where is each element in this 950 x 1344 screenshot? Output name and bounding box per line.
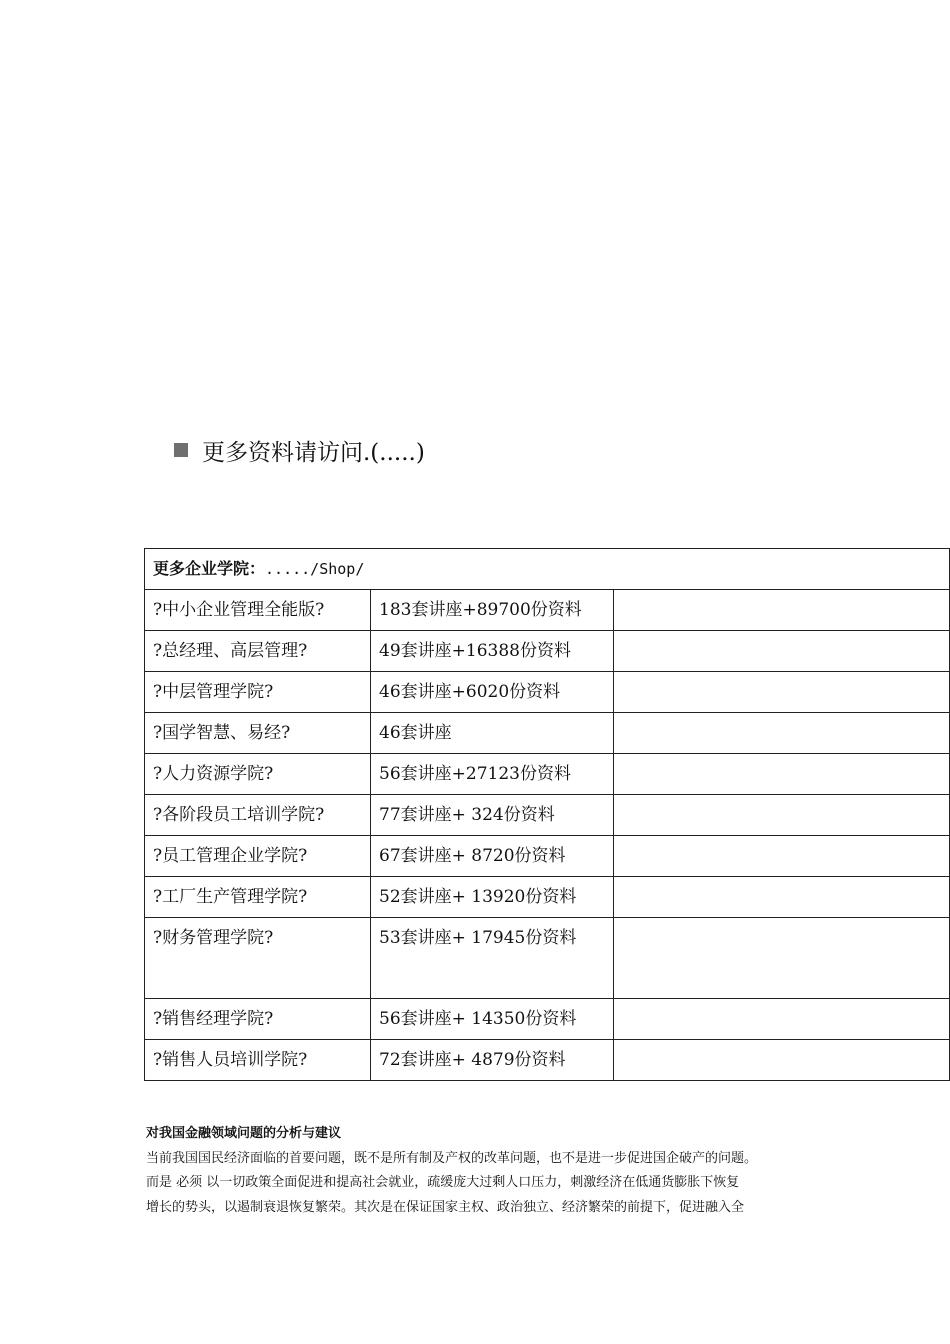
table-row <box>145 631 950 672</box>
table-row <box>145 795 950 836</box>
article-line: 增长的势头，以遏制衰退恢复繁荣。其次是在保证国家主权、政治独立、经济繁荣的前提下，促进融入全 <box>146 1199 745 1215</box>
college-content: 46套讲座 <box>371 713 614 754</box>
empty-cell <box>614 836 950 877</box>
table-row <box>145 1040 950 1081</box>
college-name: ?财务管理学院? <box>145 918 371 999</box>
empty-cell <box>614 795 950 836</box>
college-name: ?销售人员培训学院? <box>145 1040 371 1081</box>
article <box>146 1122 826 1220</box>
college-name: ?销售经理学院? <box>145 999 371 1040</box>
college-content <box>371 918 614 999</box>
article-title: 对我国金融领域问题的分析与建议 <box>146 1126 342 1141</box>
empty-cell <box>614 590 950 631</box>
college-content: 56套讲座+27123份资料 <box>371 754 614 795</box>
empty-cell <box>614 1040 950 1081</box>
college-name: ?工厂生产管理学院? <box>145 877 371 918</box>
empty-cell <box>614 713 950 754</box>
college-name: ?中小企业管理全能版? <box>145 590 371 631</box>
college-name: ?各阶段员工培训学院? <box>145 795 371 836</box>
empty-cell <box>614 631 950 672</box>
table-row <box>145 713 950 754</box>
college-name: ?员工管理企业学院? <box>145 836 371 877</box>
table-row <box>145 590 950 631</box>
college-name: ?总经理、高层管理? <box>145 631 371 672</box>
notice-text: 更多资料请访问.(.....) <box>202 439 425 466</box>
college-name: ?中层管理学院? <box>145 672 371 713</box>
college-content: 52套讲座+ 13920份资料 <box>371 877 614 918</box>
notice-line <box>174 432 425 468</box>
college-content: 49套讲座+16388份资料 <box>371 631 614 672</box>
college-content: 67套讲座+ 8720份资料 <box>371 836 614 877</box>
catalog-header-label: 更多企业学院： <box>153 559 266 578</box>
empty-cell <box>614 754 950 795</box>
empty-cell <box>614 999 950 1040</box>
table-row <box>145 836 950 877</box>
catalog-header-row <box>145 549 950 590</box>
college-content: 46套讲座+6020份资料 <box>371 672 614 713</box>
college-content: 56套讲座+ 14350份资料 <box>371 999 614 1040</box>
table-row <box>145 999 950 1040</box>
catalog-header-cell <box>145 549 950 590</box>
college-name: ?人力资源学院? <box>145 754 371 795</box>
square-bullet-icon <box>174 443 188 457</box>
college-content: 183套讲座+89700份资料 <box>371 590 614 631</box>
table-row <box>145 877 950 918</box>
table-row <box>145 918 950 999</box>
table-row <box>145 754 950 795</box>
college-name: ?国学智慧、易经? <box>145 713 371 754</box>
catalog-header-link[interactable]: ...../Shop/ <box>265 560 365 578</box>
table-row <box>145 672 950 713</box>
empty-cell <box>614 918 950 999</box>
college-content: 77套讲座+ 324份资料 <box>371 795 614 836</box>
empty-cell <box>614 672 950 713</box>
article-line: 而是 必须 以一切政策全面促进和提高社会就业，疏缓庞大过剩人口压力，刺激经济在低通货膨胀下恢复 <box>146 1175 740 1190</box>
catalog-table <box>144 548 950 1081</box>
article-line: 当前我国国民经济面临的首要问题，既不是所有制及产权的改革问题，也不是进一步促进国企破产的问题。 <box>146 1150 758 1166</box>
college-content: 72套讲座+ 4879份资料 <box>371 1040 614 1081</box>
college-content-text: 53套讲座+ 17945份资料 <box>379 928 577 948</box>
empty-cell <box>614 877 950 918</box>
